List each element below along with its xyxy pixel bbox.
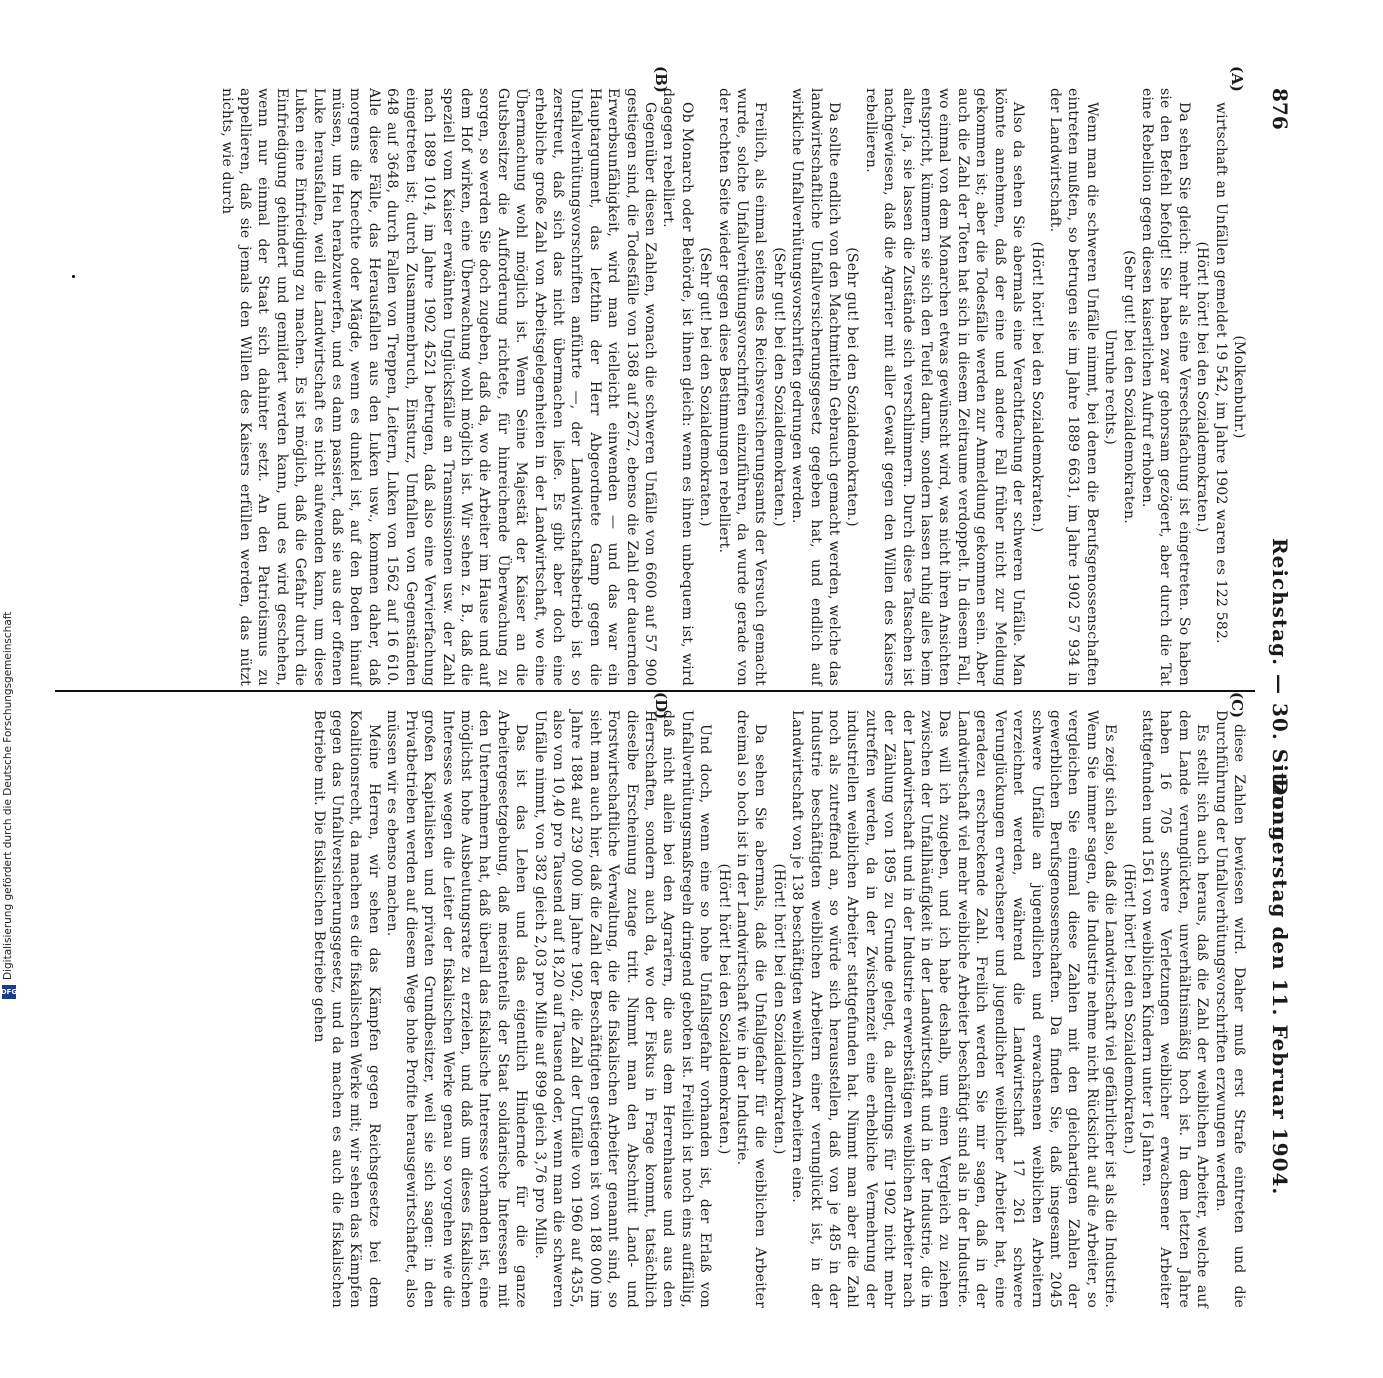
margin-marker-c: (C) (1228, 692, 1246, 719)
right-column-paragraph: Es zeigt sich also, daß die Landwirtschaft viel gefährlicher ist als die Industrie. Wenn Sie immer sagen, die Industrie nehme nicht Rücksicht auf die Arbeiter, so vergleichen Sie einmal diese Zahlen mit den gleichartigen Zahlen der gewerblichen Berufsgenossenschaften. Da finden Sie, daß insgesamt 2045 schwere Unfälle an jugendlichen und erwachsenen weiblichen Arbeitern verzeichnet werden, während die Landwirtschaft 17 261 schwere Verunglückungen erwachsener und jugendlicher weiblicher Arbeiter hat, eine geradezu erschreckende Zahl. Freilich werden Sie mir sagen, daß in der Landwirtschaft viel mehr weibliche Arbeiter beschäftigt sind als in der Industrie. Das will ich zugeben, und ich habe deshalb, um einen Vergleich zu ziehen zwischen der Unfallhäufigkeit in der Landwirtschaft und in der Industrie, die in der Landwirtschaft und in der Industrie erwerbstätigen weiblichen Arbeiter nach der Zählung von 1895 zu Grunde gelegt, da allerdings für 1902 nicht mehr zutreffen werden, da in der Zwischenzeit eine erhebliche Vermehrung der industriellen weiblichen Arbeiter stattgefunden hat. Nimmt man aber die Zahl noch als zutreffend an, so würde sich herausstellen, daß von je 485 in der Industrie beschäftigten weiblichen Arbeitern einer verunglückt ist, in der Landwirtschaft von je 138 beschäftigten weiblichen Arbeitern eine. (789, 710, 1119, 1308)
left-column-paragraph: Ob Monarch oder Behörde, ist ihnen gleich: wenn es ihnen unbequem ist, wird dagegen rebelliert. (660, 88, 695, 686)
session-date: Donnerstag den 11. Februar 1904. (1268, 778, 1292, 1196)
page-header (1262, 88, 1292, 1378)
left-column-paragraph: Also da sehen Sie abermals eine Verachtfachung der schweren Unfälle. Man könnte annehmen, daß der eine und andere Fall früher nicht zur Meldung gekommen ist; aber die Todesfälle werden zur Anmeldung gekommen sein. Aber auch die Zahl der Toten hat sich in diesem Zeitraume verdoppelt. In diesem Fall, wo einmal von dem Monarchen etwas gewünscht wird, was nicht ihren Ansichten entspricht, kümmern sie sich den Teufel darum, sondern lassen ruhig alles beim alten, ja, sie lassen die Zustände sich verschlimmern. Durch diese Tatsachen ist nachgewiesen, daß die Agrarier mit aller Gewalt gegen den Willen des Kaisers rebellieren. (862, 88, 1027, 686)
right-column-paragraph: Es stellt sich auch heraus, daß die Zahl der weiblichen Arbeiter, welche auf dem Lande verunglückten, unverhältnismäßig hoch ist. In dem letzten Jahre haben 16 705 schwere Verletzungen weiblicher erwachsener Arbeiter stattgefunden und 1561 von weiblichen Kindern unter 16 Jahren. (1138, 710, 1211, 1308)
left-column-paragraph: (Sehr gut! bei den Sozialdemokraten.) (697, 247, 714, 527)
right-column-paragraph: Und doch, wenn eine so hohe Unfallsgefahr vorhanden ist, der Erlaß von Unfallverhütungsmaßregeln dringend geboten ist. Freilich ist noch eins auffällig, daß nicht allein bei den Agrariern, die aus dem Herrenhause und aus den Herrschaften, sondern auch da, wo der Fiskus in Frage kommt, tatsächlich dieselbe Erscheinung zutage tritt. Nimmt man den Abschnitt Land- und Forstwirtschaftliche Verwaltung, die die fiskalischen Arbeiter genannt sind, so sieht man auch hier, daß die Zahl der Beschäftigten gestiegen ist von 188 000 im Jahre 1884 auf 239 000 im Jahre 1902, die Zahl der Unfälle von 1960 auf 4355, also von 10,40 pro Tausend auf 18,20 auf Tausend oder, wenn man die schweren Unfälle nimmt, von 382 gleich 2,03 pro Mille auf 899 gleich 3,76 pro Mille. (531, 710, 714, 1308)
digitization-credit: Digitalisierung gefördert durch die Deutsche Forschungsgemeinschaft (2, 611, 14, 980)
left-column-paragraph: (Molkenbuhr.) (1231, 335, 1247, 439)
right-column-paragraph: Meine Herren, wir sehen das Kämpfen gegen Reichsgesetze bei dem Koalitionsrecht, da machen es die fiskalischen Werke mit; wir sehen das Kämpfen gegen das Unfallversicherungsgesetz, und da machen es auch die fiskalischen Betriebe mit. Die fiskalischen Betriebe gehen (310, 710, 382, 1308)
left-column-paragraph: wirtschaft an Unfällen gemeldet 19 542, im Jahre 1902 waren es 122 582. (1212, 102, 1229, 644)
dfg-logo: DFG (2, 985, 16, 999)
scanned-page (0, 58, 1310, 1308)
left-column-paragraph: (Hört! hört! bei den Sozialdemokraten.) (1028, 241, 1045, 533)
margin-marker-d: (D) (652, 692, 670, 720)
column-divider (55, 690, 1255, 692)
right-column-paragraph: diese Zahlen bewiesen wird. Daher muß erst Strafe eintreten und die Durchführung der Unfallverhütungsvorschriften erzwungen werden. (1212, 710, 1247, 1308)
right-column-paragraph: (Hört! hört! bei den Sozialdemokraten.) (1120, 863, 1137, 1155)
right-column-paragraph: Da sehen Sie abermals, daß die Unfallgefahr für die weiblichen Arbeiter dreimal so hoch ist in der Landwirtschaft wie in der Industrie. (734, 710, 769, 1308)
margin-marker-b: (B) (652, 66, 670, 93)
right-column-paragraph: Das ist das Lehen und das eigentlich Hindernde für die ganze Arbeitergesetzgebung, daß meistenteils der Staat solidarische Interessen mit den Unternehmern hat, daß überall das fiskalische Interesse vorhanden ist, eine möglichst hohe Ausbeutungsrate zu erzielen, und daß um dieses fiskalischen Interesses wegen die Leiter der fiskalischen Werke genau so vorgehen wie die großen Kapitalisten und privaten Grundbesitzer, weil sie sich sagen: in den Privatbetrieben werden auf diesem Wege hohe Profite herausgewirtschaftet, also müssen wir es ebenso machen. (384, 710, 530, 1308)
left-column-paragraph: Wenn man die schweren Unfälle nimmt, bei denen die Berufsgenossenschaften eintreten mußten, so betrugen sie im Jahre 1889 6631, im Jahre 1902 57 934 in der Landwirtschaft. (1046, 88, 1100, 686)
page-number: 876 (1268, 88, 1292, 130)
left-text-column (73, 88, 1248, 686)
left-column-paragraph: (Sehr gut! bei den Sozialdemokraten.) (844, 247, 861, 527)
right-column-paragraph: (Hört! hört! bei den Sozialdemokraten.) (715, 863, 732, 1155)
left-column-paragraph: Da sehen Sie gleich: mehr als eine Versechsfachung ist eingetreten. So haben sie den Befehl befolgt! Sie haben zwar gehorsam gezögert, aber durch die Tat eine Rebellion gegen diesen kaiserlichen Aufruf erhoben. (1138, 88, 1192, 686)
left-column-paragraph: Unruhe rechts.) (1102, 329, 1119, 445)
left-column-paragraph: Freilich, als einmal seitens des Reichsversicherungsamts der Versuch gemacht wurde, solche Unfallverhütungsvorschriften einzuführen, da wurde gerade von der rechten Seite wieder gegen diese Bestimmungen rebelliert. (715, 88, 769, 686)
right-column-paragraph: (Hört! hört! bei den Sozialdemokraten.) (770, 863, 787, 1155)
left-column-paragraph: (Sehr gut! bei den Sozialdemokraten.) (770, 247, 787, 527)
ink-dot (72, 275, 75, 278)
margin-marker-a: (A) (1228, 66, 1246, 92)
left-column-paragraph: Gegenüber diesen Zahlen, wonach die schweren Unfälle von 6600 auf 57 900 gestiegen sind, die Todesfälle von 1368 auf 2672, ebenso die Zahl der dauernden Erwerbsunfähigkeit, wird man vielleicht einwenden — und das war ein Hauptargument, das letzthin der Herr Abgeordnete Gamp gegen die Unfallverhütungsvorschriften anführte —, der Landwirtschaftsbetrieb ist so zerstreut, daß sich das nicht übermachen ließe. Es gibt aber doch eine erhebliche große Zahl von Arbeitsgelegenheiten in der Landwirtschaft, wo eine Übermachung wohl möglich ist. Wenn Seine Majestät der Kaiser an die Gutsbesitzer die Aufforderung richtete, für hinreichende Überwachung zu sorgen, so werden Sie doch zugeben, daß da, wo die Arbeiter im Hause und auf dem Hof wirken, eine Überwachung wohl möglich ist. Wir sehen z. B., daß die speziell vom Kaiser erwähnten Unglücksfälle an Transmissionen usw. der Zahl nach 1889 1014, im Jahre 1902 4521 betrugen, daß also eine Vervierfachung eingetreten ist; durch Zusammenbruch, Einsturz, Umfallen von Gegenständen 648 auf 3648, durch Fallen von Treppen, Leitern, Luken von 1562 auf 16 610. Alle diese Fälle, das Herausfallen aus den Luken usw., kommen daher, daß morgens die Knechte oder Mägde, wenn es dunkel ist, auf den Boden hinauf müssen, um Heu herabzuwerfen, und es dann passiert, daß sie aus der offenen Luke herausfallen, weil die Landwirtschaft es nicht aufwenden kann, um diese Luken eine Einfriedigung zu machen. Es ist möglich, daß die Gefahr durch die Einfriedigung gehindert und gemildert werden kann, und es wird geschehen, wenn nur einmal der Staat sich dahinter setzt. An den Patriotismus zu appellieren, daß sie jemals den Willen des Kaisers erfüllen werden, das nützt nichts, wie durch (218, 88, 658, 686)
left-column-paragraph: Da sollte endlich von den Machtmitteln Gebrauch gemacht werden, welche das landwirtschaftliche Unfallversicherungsgesetz gegeben hat, und endlich auf wirkliche Unfallverhütungsvorschriften gedrungen werden. (789, 88, 843, 686)
session-title: Reichstag. — 30. Sitzung. (1268, 538, 1292, 850)
left-column-paragraph: (Sehr gut! bei den Sozialdemokraten. (1120, 250, 1137, 524)
right-text-column (73, 710, 1248, 1308)
left-column-paragraph: (Hört! hört! bei den Sozialdemokraten.) (1194, 241, 1211, 533)
